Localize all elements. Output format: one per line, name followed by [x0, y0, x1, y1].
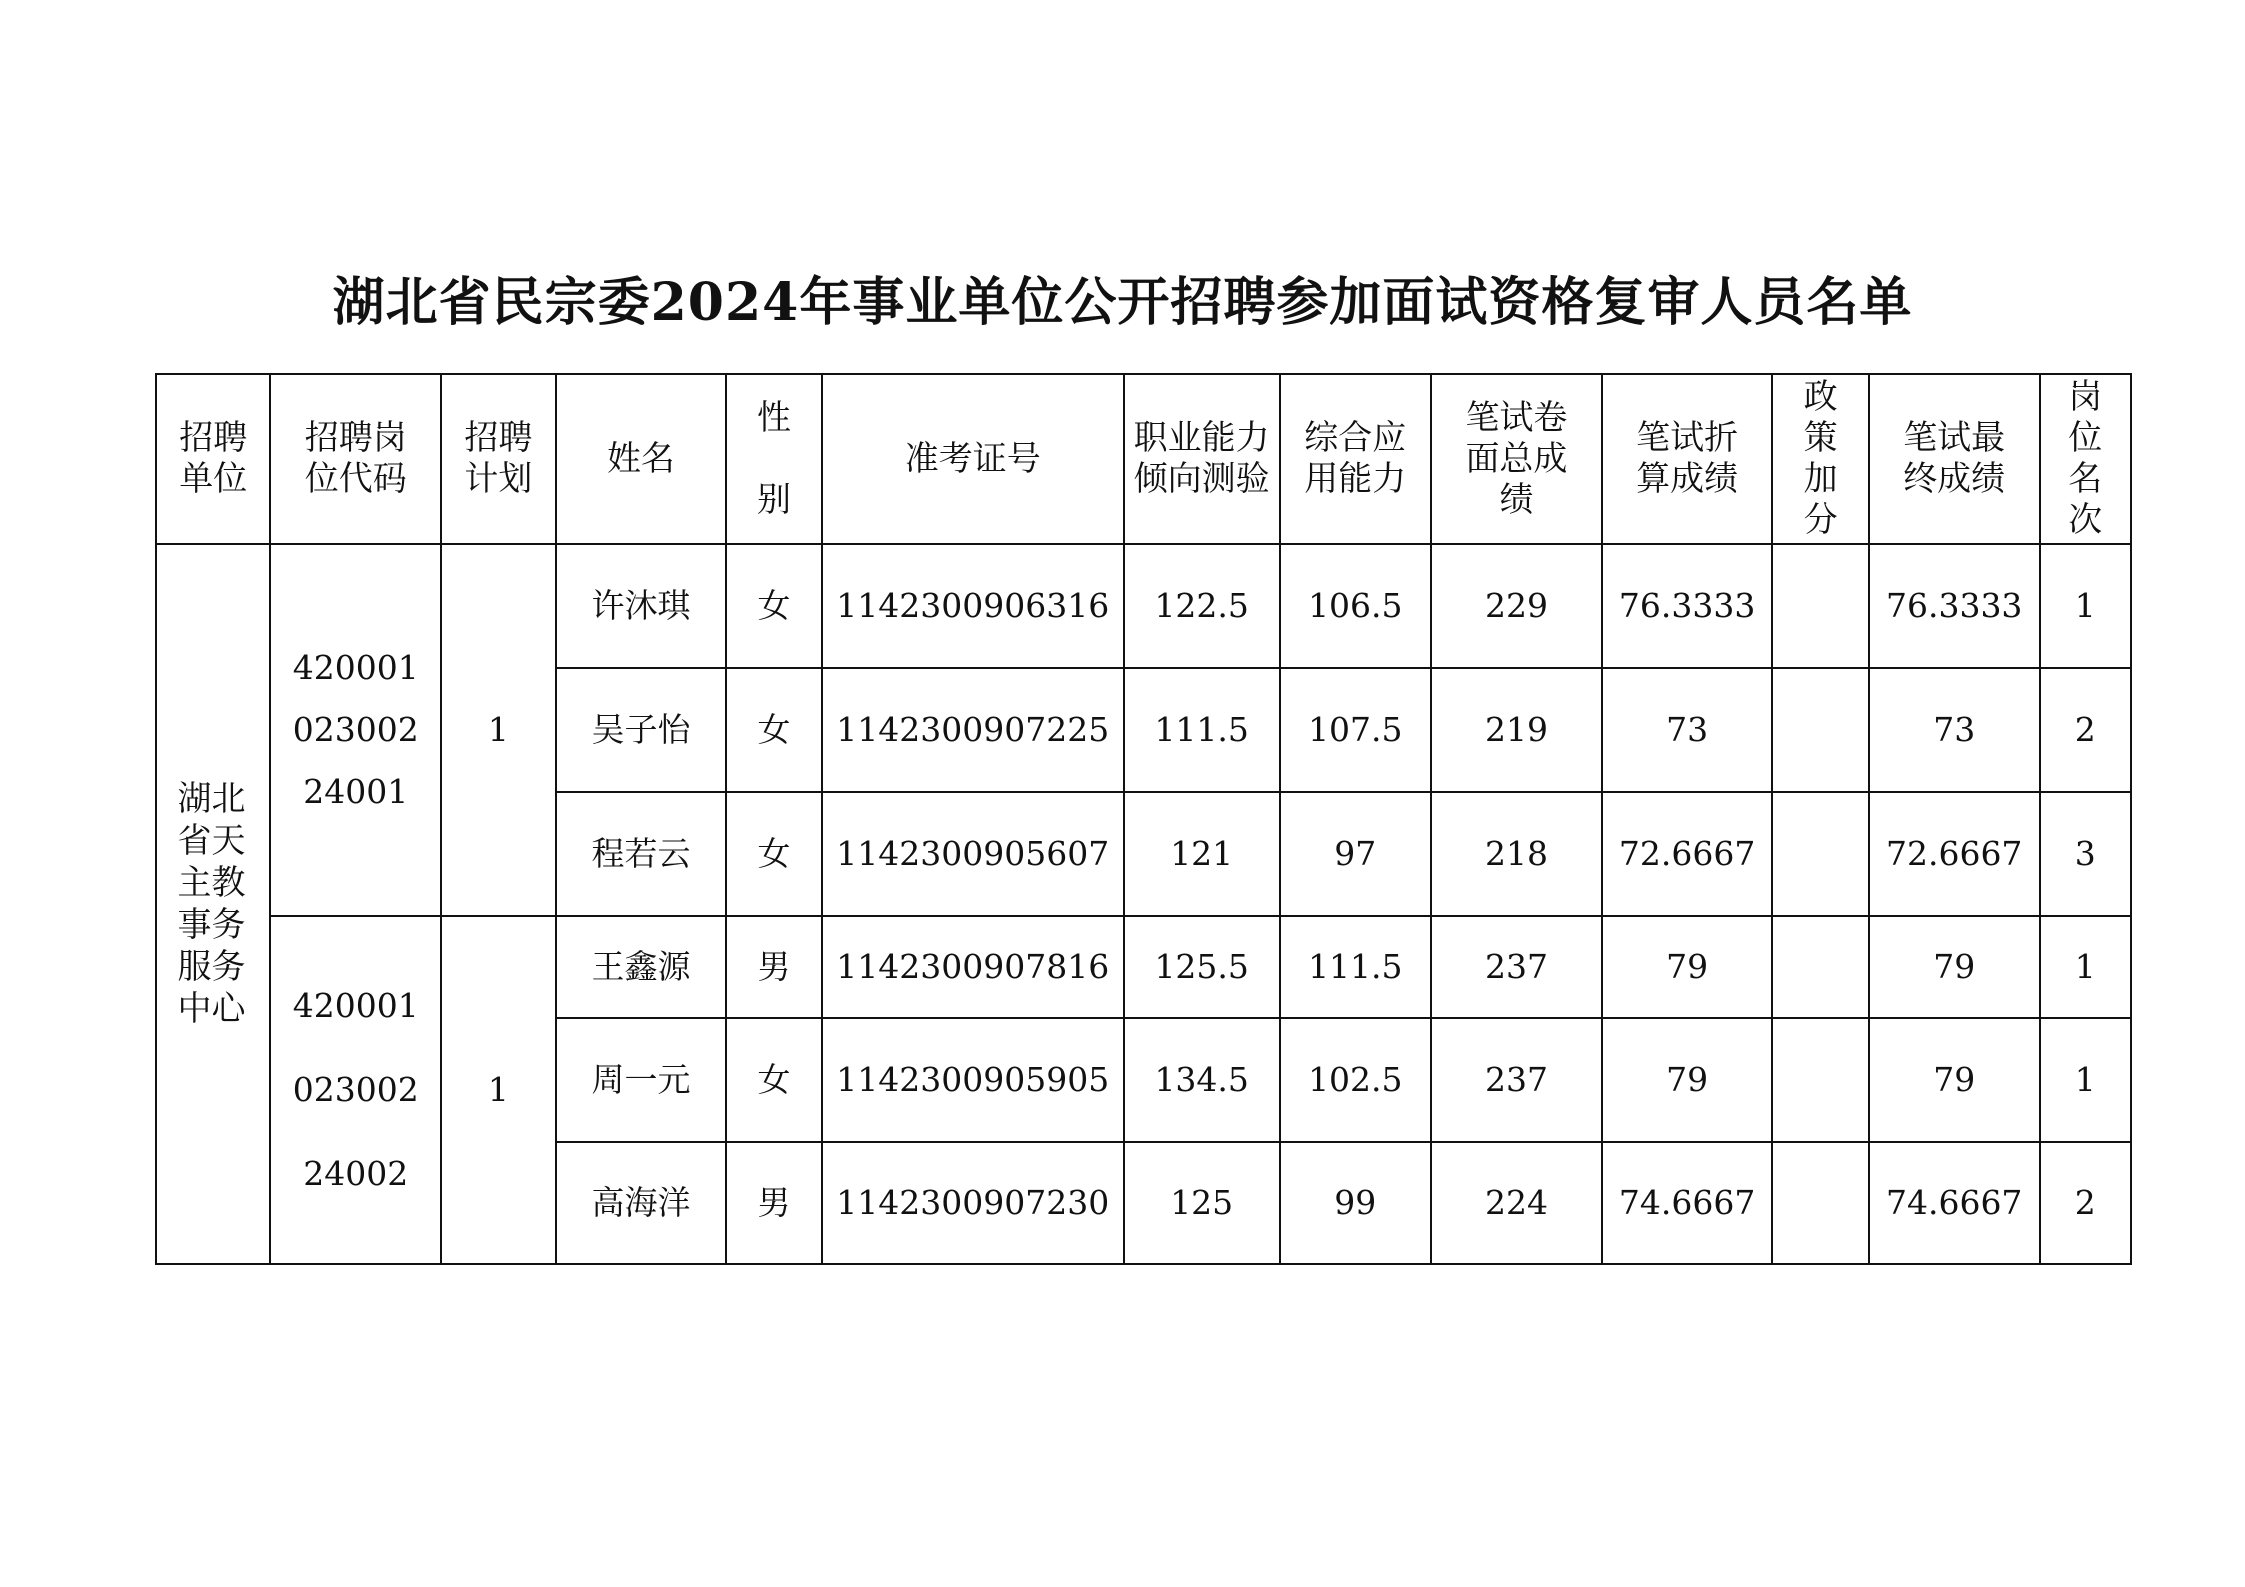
name-cell: 王鑫源	[556, 916, 727, 1018]
comprehensive-cell: 111.5	[1280, 916, 1432, 1018]
name-cell: 吴子怡	[556, 668, 727, 792]
aptitude-cell: 125	[1124, 1142, 1280, 1264]
gender-cell: 女	[726, 544, 821, 668]
final-cell: 76.3333	[1869, 544, 2040, 668]
comprehensive-cell: 106.5	[1280, 544, 1432, 668]
header-plan: 招聘计划	[441, 374, 555, 544]
header-policy-bonus: 政策加分	[1772, 374, 1868, 544]
header-rank: 岗位名次	[2040, 374, 2131, 544]
final-cell: 79	[1869, 916, 2040, 1018]
gender-cell: 女	[726, 668, 821, 792]
header-comprehensive: 综合应用能力	[1280, 374, 1432, 544]
gender-cell: 男	[726, 916, 821, 1018]
converted-cell: 76.3333	[1602, 544, 1773, 668]
post-code-cell: 42000102300224002	[270, 916, 441, 1264]
exam-id-cell: 1142300905905	[822, 1018, 1124, 1142]
aptitude-cell: 121	[1124, 792, 1280, 916]
header-exam-id: 准考证号	[822, 374, 1124, 544]
exam-id-cell: 1142300907230	[822, 1142, 1124, 1264]
rank-cell: 1	[2040, 916, 2131, 1018]
unit-cell: 湖北省天主教事务服务中心	[156, 544, 270, 1264]
exam-id-cell: 1142300907225	[822, 668, 1124, 792]
comprehensive-cell: 99	[1280, 1142, 1432, 1264]
header-gender: 性别	[726, 374, 821, 544]
header-unit: 招聘单位	[156, 374, 270, 544]
exam-id-cell: 1142300905607	[822, 792, 1124, 916]
policy-bonus-cell	[1772, 916, 1868, 1018]
final-cell: 79	[1869, 1018, 2040, 1142]
final-cell: 74.6667	[1869, 1142, 2040, 1264]
exam-id-cell: 1142300907816	[822, 916, 1124, 1018]
header-written-total: 笔试卷面总成绩	[1431, 374, 1602, 544]
table-row	[156, 544, 2131, 668]
header-name: 姓名	[556, 374, 727, 544]
written-total-cell: 218	[1431, 792, 1602, 916]
converted-cell: 74.6667	[1602, 1142, 1773, 1264]
page-title: 湖北省民宗委2024年事业单位公开招聘参加面试资格复审人员名单	[332, 272, 1913, 333]
policy-bonus-cell	[1772, 1142, 1868, 1264]
name-cell: 周一元	[556, 1018, 727, 1142]
aptitude-cell: 125.5	[1124, 916, 1280, 1018]
rank-cell: 2	[2040, 1142, 2131, 1264]
table-row	[156, 916, 2131, 1018]
final-cell: 73	[1869, 668, 2040, 792]
policy-bonus-cell	[1772, 668, 1868, 792]
header-final: 笔试最终成绩	[1869, 374, 2040, 544]
rank-cell: 2	[2040, 668, 2131, 792]
gender-cell: 男	[726, 1142, 821, 1264]
name-cell: 程若云	[556, 792, 727, 916]
rank-cell: 3	[2040, 792, 2131, 916]
post-code-cell: 42000102300224001	[270, 544, 441, 916]
written-total-cell: 237	[1431, 916, 1602, 1018]
comprehensive-cell: 107.5	[1280, 668, 1432, 792]
name-cell: 高海洋	[556, 1142, 727, 1264]
header-aptitude: 职业能力倾向测验	[1124, 374, 1280, 544]
plan-cell: 1	[441, 916, 555, 1264]
gender-cell: 女	[726, 792, 821, 916]
table-header-row	[156, 374, 2131, 544]
aptitude-cell: 134.5	[1124, 1018, 1280, 1142]
rank-cell: 1	[2040, 544, 2131, 668]
rank-cell: 1	[2040, 1018, 2131, 1142]
header-converted: 笔试折算成绩	[1602, 374, 1773, 544]
policy-bonus-cell	[1772, 792, 1868, 916]
converted-cell: 73	[1602, 668, 1773, 792]
policy-bonus-cell	[1772, 544, 1868, 668]
converted-cell: 79	[1602, 1018, 1773, 1142]
gender-cell: 女	[726, 1018, 821, 1142]
final-cell: 72.6667	[1869, 792, 2040, 916]
plan-cell: 1	[441, 544, 555, 916]
header-post-code: 招聘岗位代码	[270, 374, 441, 544]
comprehensive-cell: 102.5	[1280, 1018, 1432, 1142]
name-cell: 许沐琪	[556, 544, 727, 668]
aptitude-cell: 111.5	[1124, 668, 1280, 792]
converted-cell: 79	[1602, 916, 1773, 1018]
candidate-table	[155, 373, 2132, 1265]
written-total-cell: 237	[1431, 1018, 1602, 1142]
written-total-cell: 219	[1431, 668, 1602, 792]
converted-cell: 72.6667	[1602, 792, 1773, 916]
comprehensive-cell: 97	[1280, 792, 1432, 916]
exam-id-cell: 1142300906316	[822, 544, 1124, 668]
aptitude-cell: 122.5	[1124, 544, 1280, 668]
written-total-cell: 224	[1431, 1142, 1602, 1264]
policy-bonus-cell	[1772, 1018, 1868, 1142]
written-total-cell: 229	[1431, 544, 1602, 668]
